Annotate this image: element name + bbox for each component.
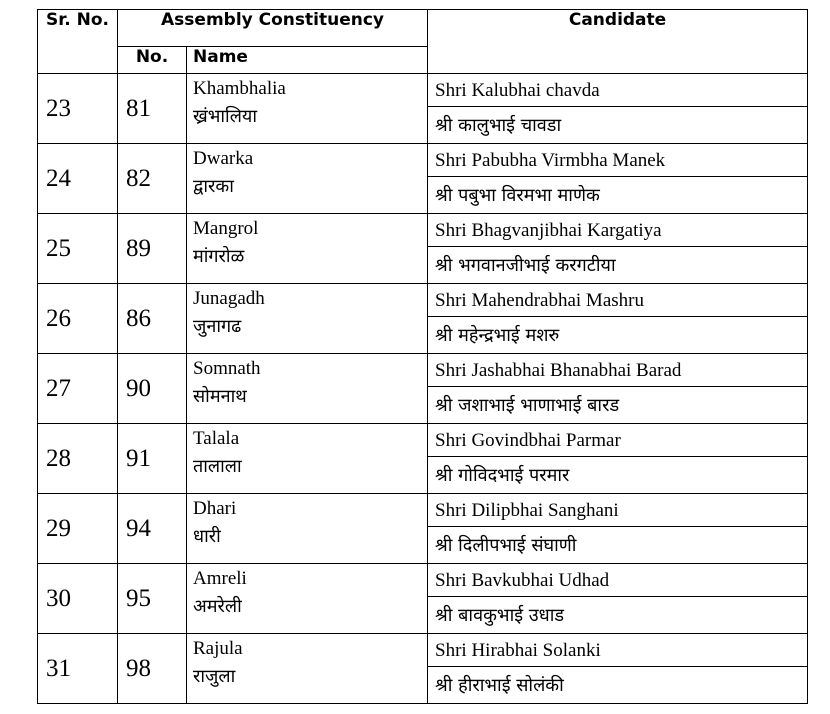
constituency-no-cell: 94 <box>118 494 187 564</box>
constituency-name-cell <box>187 424 428 494</box>
candidate-name-hindi: श्री भगवानजीभाई करगटीया <box>428 247 808 284</box>
sr-no-cell: 27 <box>38 354 118 424</box>
constituency-name-english: Khambhalia <box>193 78 286 99</box>
constituency-name-hindi: राजुला <box>193 666 236 687</box>
constituency-no-cell: 98 <box>118 634 187 704</box>
constituency-no-cell: 82 <box>118 144 187 214</box>
constituency-name-english: Mangrol <box>193 218 259 239</box>
constituency-no-cell: 86 <box>118 284 187 354</box>
constituency-name-english: Dhari <box>193 498 237 519</box>
constituency-name-hindi: तालाला <box>193 456 242 477</box>
header-name: Name <box>187 47 428 74</box>
constituency-name-hindi: सोमनाथ <box>193 386 247 407</box>
candidate-name-hindi: श्री दिलीपभाई संघाणी <box>428 527 808 564</box>
constituency-name-hindi: अमरेली <box>193 596 242 617</box>
constituency-name-english: Dwarka <box>193 148 254 169</box>
header-no: No. <box>118 47 187 74</box>
table-row <box>38 634 808 667</box>
candidate-name-english: Shri Dilipbhai Sanghani <box>428 494 808 527</box>
sr-no-cell: 23 <box>38 74 118 144</box>
candidate-name-hindi: श्री कालुभाई चावडा <box>428 107 808 144</box>
sr-no-cell: 31 <box>38 634 118 704</box>
constituency-name-hindi: द्वारका <box>193 176 234 197</box>
candidate-name-hindi: श्री गोविदभाई परमार <box>428 457 808 494</box>
constituency-name-english: Junagadh <box>193 288 265 309</box>
table-row <box>38 284 808 317</box>
candidate-name-english: Shri Pabubha Virmbha Manek <box>428 144 808 177</box>
candidate-name-english: Shri Mahendrabhai Mashru <box>428 284 808 317</box>
candidate-name-hindi: श्री जशाभाई भाणाभाई बारड <box>428 387 808 424</box>
constituency-name-hindi: धारी <box>193 526 221 547</box>
candidate-name-english: Shri Bhagvanjibhai Kargatiya <box>428 214 808 247</box>
candidate-name-english: Shri Hirabhai Solanki <box>428 634 808 667</box>
header-candidate: Candidate <box>428 10 808 74</box>
constituency-no-cell: 91 <box>118 424 187 494</box>
constituency-name-cell <box>187 564 428 634</box>
table-body <box>38 74 808 704</box>
candidate-name-english: Shri Govindbhai Parmar <box>428 424 808 457</box>
constituency-no-cell: 89 <box>118 214 187 284</box>
table-row <box>38 424 808 457</box>
table-row <box>38 354 808 387</box>
table-row <box>38 214 808 247</box>
candidate-name-english: Shri Kalubhai chavda <box>428 74 808 107</box>
constituency-name-cell <box>187 144 428 214</box>
constituency-name-hindi: ख्रंभालिया <box>193 106 258 127</box>
constituency-no-cell: 81 <box>118 74 187 144</box>
constituency-no-cell: 90 <box>118 354 187 424</box>
candidate-name-hindi: श्री महेन्द्रभाई मशरु <box>428 317 808 354</box>
constituency-name-hindi: जुनागढ <box>193 316 242 337</box>
sr-no-cell: 25 <box>38 214 118 284</box>
table-row <box>38 564 808 597</box>
candidate-name-hindi: श्री पबुभा विरमभा माणेक <box>428 177 808 214</box>
constituency-name-english: Somnath <box>193 358 261 379</box>
constituency-name-cell <box>187 74 428 144</box>
constituency-name-english: Talala <box>193 428 240 449</box>
constituency-no-cell: 95 <box>118 564 187 634</box>
constituency-name-english: Rajula <box>193 638 243 659</box>
table-row <box>38 144 808 177</box>
sr-no-cell: 29 <box>38 494 118 564</box>
constituency-name-cell <box>187 634 428 704</box>
sr-no-cell: 26 <box>38 284 118 354</box>
constituency-name-cell <box>187 354 428 424</box>
header-sr-no: Sr. No. <box>38 10 118 74</box>
constituency-name-cell <box>187 284 428 354</box>
constituency-name-cell <box>187 494 428 564</box>
constituency-name-cell <box>187 214 428 284</box>
candidate-name-english: Shri Bavkubhai Udhad <box>428 564 808 597</box>
table-row <box>38 74 808 107</box>
constituency-name-english: Amreli <box>193 568 247 589</box>
candidate-table <box>37 9 808 704</box>
candidate-name-english: Shri Jashabhai Bhanabhai Barad <box>428 354 808 387</box>
sr-no-cell: 28 <box>38 424 118 494</box>
sr-no-cell: 24 <box>38 144 118 214</box>
candidate-name-hindi: श्री हीराभाई सोलंकी <box>428 667 808 704</box>
candidate-name-hindi: श्री बावकुभाई उधाड <box>428 597 808 634</box>
table-row <box>38 494 808 527</box>
header-assembly-constituency: Assembly Constituency <box>118 10 428 47</box>
constituency-name-hindi: मांगरोळ <box>193 246 245 267</box>
sr-no-cell: 30 <box>38 564 118 634</box>
